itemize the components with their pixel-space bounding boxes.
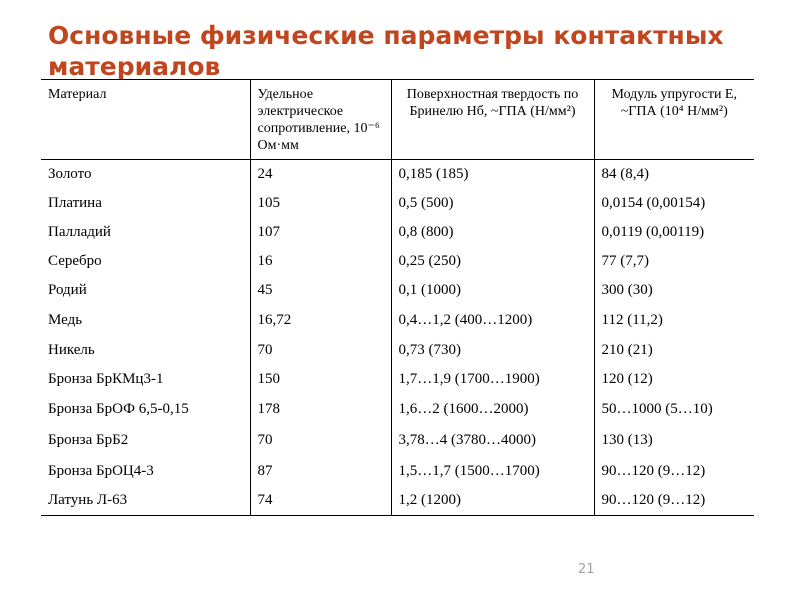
cell-modulus: 90…120 (9…12) (594, 456, 754, 487)
table-row (41, 305, 754, 336)
cell-resistivity: 16,72 (250, 305, 391, 336)
page-number: 21 (578, 562, 595, 577)
cell-hardness: 1,2 (1200) (391, 487, 594, 516)
cell-material: Латунь Л-63 (48, 492, 128, 509)
header-modulus: Модуль упругости E, ~ГПА (10⁴ Н/мм²) (594, 80, 754, 160)
cell-modulus: 112 (11,2) (594, 305, 754, 336)
cell-material: Серебро (48, 252, 102, 269)
cell-hardness: 0,5 (500) (391, 189, 594, 218)
cell-resistivity: 178 (250, 394, 391, 425)
parameters-table-container (41, 79, 754, 516)
cell-resistivity: 24 (250, 160, 391, 189)
cell-hardness: 1,5…1,7 (1500…1700) (391, 456, 594, 487)
cell-modulus: 50…1000 (5…10) (594, 394, 754, 425)
cell-material: Бронза БрОЦ4-3 (48, 462, 154, 479)
cell-modulus: 130 (13) (594, 425, 754, 456)
cell-modulus: 77 (7,7) (594, 247, 754, 276)
table-row (41, 394, 754, 425)
table-row (41, 425, 754, 456)
table-header-row (41, 80, 754, 160)
table-row (41, 218, 754, 247)
cell-hardness: 0,8 (800) (391, 218, 594, 247)
table-body (41, 160, 754, 516)
cell-hardness: 0,25 (250) (391, 247, 594, 276)
header-resistivity: Удельное электрическое сопротивление, 10⁻⁶ Ом·мм (250, 80, 391, 160)
cell-material: Золото (48, 165, 92, 182)
table-row (41, 276, 754, 305)
cell-material: Медь (48, 311, 83, 328)
cell-hardness: 0,4…1,2 (400…1200) (391, 305, 594, 336)
cell-material: Родий (48, 281, 87, 298)
cell-resistivity: 45 (250, 276, 391, 305)
cell-hardness: 1,7…1,9 (1700…1900) (391, 365, 594, 394)
cell-resistivity: 150 (250, 365, 391, 394)
cell-resistivity: 70 (250, 425, 391, 456)
cell-material: Бронза БрКМц3-1 (48, 370, 164, 387)
cell-resistivity: 70 (250, 336, 391, 365)
cell-modulus: 210 (21) (594, 336, 754, 365)
cell-modulus: 90…120 (9…12) (594, 487, 754, 516)
table-row (41, 336, 754, 365)
cell-resistivity: 107 (250, 218, 391, 247)
header-hardness: Поверхностная твердость по Бринелю Hб, ~ГПА (Н/мм²) (391, 80, 594, 160)
parameters-table (41, 79, 754, 516)
cell-hardness: 0,1 (1000) (391, 276, 594, 305)
cell-modulus: 300 (30) (594, 276, 754, 305)
table-row (41, 365, 754, 394)
cell-hardness: 1,6…2 (1600…2000) (391, 394, 594, 425)
cell-modulus: 0,0154 (0,00154) (594, 189, 754, 218)
table-row (41, 247, 754, 276)
cell-resistivity: 74 (250, 487, 391, 516)
table-row (41, 189, 754, 218)
slide-title: Основные физические параметры контактных материалов (48, 21, 724, 81)
cell-modulus: 84 (8,4) (594, 160, 754, 189)
cell-material: Бронза БрОФ 6,5-0,15 (48, 400, 189, 417)
cell-material: Никель (48, 341, 95, 358)
cell-modulus: 120 (12) (594, 365, 754, 394)
header-material: Материал (48, 87, 107, 102)
cell-modulus: 0,0119 (0,00119) (594, 218, 754, 247)
table-row (41, 456, 754, 487)
table-row (41, 487, 754, 516)
cell-material: Палладий (48, 223, 111, 240)
cell-resistivity: 105 (250, 189, 391, 218)
cell-hardness: 3,78…4 (3780…4000) (391, 425, 594, 456)
table-row (41, 160, 754, 189)
cell-hardness: 0,73 (730) (391, 336, 594, 365)
cell-material: Платина (48, 194, 102, 211)
cell-material: Бронза БрБ2 (48, 431, 129, 448)
cell-resistivity: 87 (250, 456, 391, 487)
cell-hardness: 0,185 (185) (391, 160, 594, 189)
cell-resistivity: 16 (250, 247, 391, 276)
